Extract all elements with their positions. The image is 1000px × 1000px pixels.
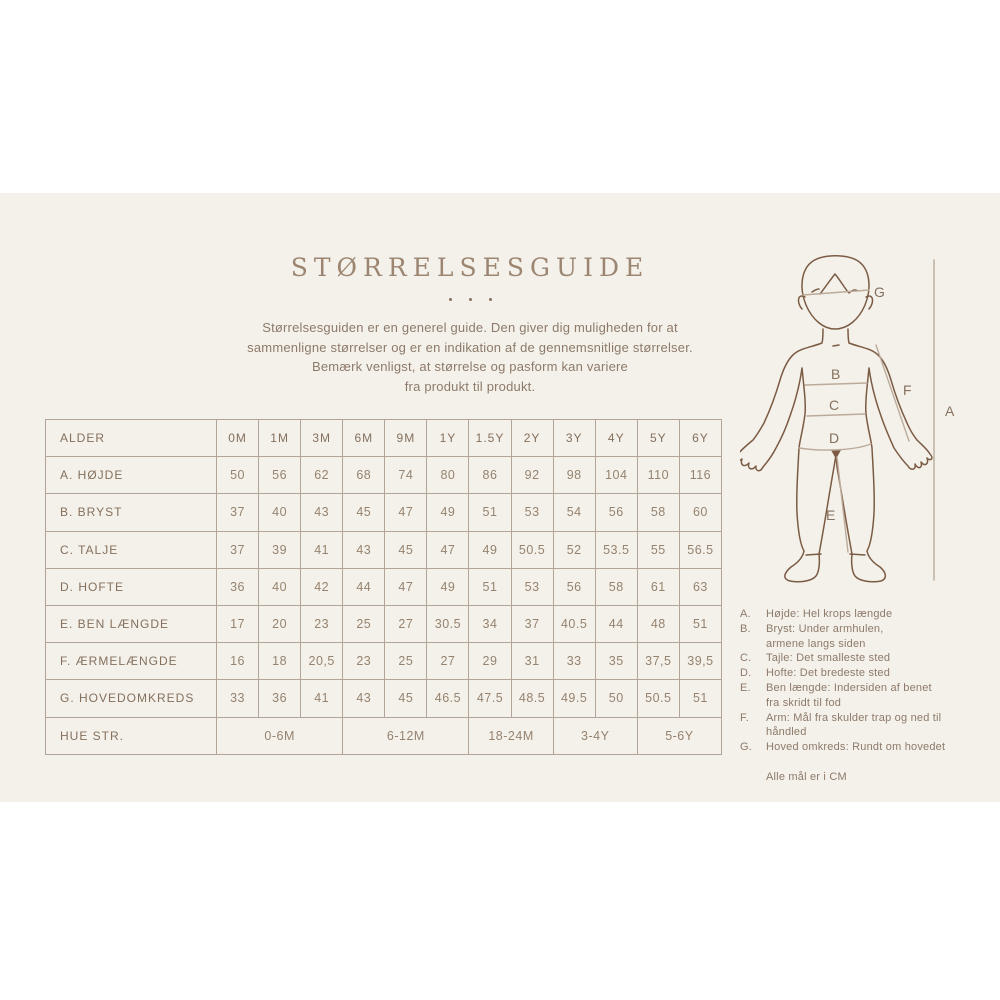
table-cell: 47 — [427, 531, 469, 568]
table-cell: 43 — [343, 531, 385, 568]
table-cell: 30.5 — [427, 605, 469, 642]
table-cell: 92 — [511, 457, 553, 494]
table-cell: 29 — [469, 643, 511, 680]
table-cell: 104 — [595, 457, 637, 494]
column-header: 6Y — [679, 420, 721, 457]
hat-size-span: 0-6M — [217, 717, 343, 754]
table-cell: 51 — [679, 605, 721, 642]
legend-item — [740, 681, 972, 711]
table-cell: 27 — [385, 605, 427, 642]
column-header: 5Y — [637, 420, 679, 457]
table-cell: 51 — [469, 494, 511, 531]
heading-block — [130, 253, 810, 396]
legend-note: Alle mål er i CM — [766, 770, 847, 783]
table-cell: 47 — [385, 568, 427, 605]
legend-letter: A. — [740, 608, 751, 620]
table-cell: 23 — [301, 605, 343, 642]
table-cell: 36 — [259, 680, 301, 717]
table-cell: 50.5 — [511, 531, 553, 568]
page-title: STØRRELSESGUIDE — [290, 253, 650, 282]
table-cell: 39 — [259, 531, 301, 568]
dot-icon — [449, 298, 452, 301]
table-cell: 41 — [301, 531, 343, 568]
table-cell: 40 — [259, 494, 301, 531]
table-cell: 20 — [259, 605, 301, 642]
row-label: D. HOFTE — [46, 568, 217, 605]
table-cell: 33 — [553, 643, 595, 680]
table-row — [46, 680, 722, 717]
hat-size-span: 18-24M — [469, 717, 553, 754]
table-cell: 53 — [511, 568, 553, 605]
table-cell: 37 — [217, 531, 259, 568]
table-cell: 45 — [343, 494, 385, 531]
table-cell: 51 — [469, 568, 511, 605]
table-header-row — [46, 420, 722, 457]
intro-line: sammenligne størrelser og er en indikation af de gennemsnitlige størrelser. — [247, 339, 693, 355]
table-cell: 53.5 — [595, 531, 637, 568]
table-cell: 31 — [511, 643, 553, 680]
table-row — [46, 494, 722, 531]
table-cell: 56 — [259, 457, 301, 494]
table-row — [46, 457, 722, 494]
table-cell: 18 — [259, 643, 301, 680]
table-row — [46, 531, 722, 568]
legend-letter: D. — [740, 667, 752, 680]
column-header: 6M — [343, 420, 385, 457]
table-cell: 86 — [469, 457, 511, 494]
column-header: 9M — [385, 420, 427, 457]
legend-letter: B. — [740, 622, 751, 635]
table-cell: 41 — [301, 680, 343, 717]
table-cell: 53 — [511, 494, 553, 531]
table-row — [46, 643, 722, 680]
table-cell: 49.5 — [553, 680, 595, 717]
column-header: 1M — [259, 420, 301, 457]
legend-description: Hoved omkreds: Rundt om hovedet — [766, 741, 946, 754]
table-cell: 110 — [637, 457, 679, 494]
table-cell: 52 — [553, 531, 595, 568]
table-cell: 25 — [385, 643, 427, 680]
row-label: C. TALJE — [46, 531, 217, 568]
table-cell: 44 — [595, 605, 637, 642]
table-cell: 48.5 — [511, 680, 553, 717]
table-cell: 50 — [595, 680, 637, 717]
figure-label-g: G — [874, 284, 885, 300]
table-cell: 49 — [427, 494, 469, 531]
legend-item — [740, 607, 972, 622]
table-cell: 45 — [385, 680, 427, 717]
row-label: A. HØJDE — [46, 457, 217, 494]
column-header: 4Y — [595, 420, 637, 457]
table-cell: 35 — [595, 643, 637, 680]
table-cell: 40 — [259, 568, 301, 605]
table-cell: 45 — [385, 531, 427, 568]
hat-size-span: 6-12M — [343, 717, 469, 754]
table-cell: 37,5 — [637, 643, 679, 680]
table-cell: 49 — [469, 531, 511, 568]
row-label: G. HOVEDOMKREDS — [46, 680, 217, 717]
hat-size-span: 5-6Y — [637, 717, 721, 754]
legend-item — [740, 711, 972, 741]
table-cell: 68 — [343, 457, 385, 494]
column-header: 1.5Y — [469, 420, 511, 457]
table-cell: 58 — [595, 568, 637, 605]
size-guide-panel — [0, 193, 1000, 802]
table-cell: 54 — [553, 494, 595, 531]
table-cell: 33 — [217, 680, 259, 717]
figure-label-d: D — [829, 430, 840, 446]
table-cell: 36 — [217, 568, 259, 605]
legend-item — [740, 740, 972, 755]
legend-letter: G. — [740, 741, 753, 754]
column-header: 0M — [217, 420, 259, 457]
dot-icon — [489, 298, 492, 301]
row-label: F. ÆRMELÆNGDE — [46, 643, 217, 680]
table-cell: 17 — [217, 605, 259, 642]
table-cell: 39,5 — [679, 643, 721, 680]
table-cell: 43 — [343, 680, 385, 717]
legend-description: Hofte: Det bredeste sted — [766, 667, 891, 680]
legend-description: Tajle: Det smalleste sted — [766, 652, 891, 665]
child-measurement-figure — [740, 241, 965, 603]
row-label: E. BEN LÆNGDE — [46, 605, 217, 642]
table-cell: 116 — [679, 457, 721, 494]
table-cell: 48 — [637, 605, 679, 642]
table-cell: 51 — [679, 680, 721, 717]
figure-collar-mark — [833, 345, 839, 346]
table-cell: 37 — [217, 494, 259, 531]
column-header: 3Y — [553, 420, 595, 457]
legend-description: Arm: Mål fra skulder trap og ned til håndled — [766, 711, 942, 739]
table-cell: 37 — [511, 605, 553, 642]
table-cell: 80 — [427, 457, 469, 494]
row-label: B. BRYST — [46, 494, 217, 531]
figure-crotch-mark — [831, 450, 841, 459]
figure-label-c: C — [829, 397, 840, 413]
intro-line: Størrelsesguiden er en generel guide. Den giver dig muligheden for at — [262, 320, 678, 335]
table-cell: 44 — [343, 568, 385, 605]
divider-dots — [130, 298, 810, 301]
legend-letter: E. — [740, 681, 751, 694]
legend-item — [740, 622, 972, 652]
table-cell: 16 — [217, 643, 259, 680]
figure-ears — [798, 296, 872, 309]
measure-line-waist-c — [807, 414, 865, 416]
table-row — [46, 568, 722, 605]
figure-label-b: B — [831, 366, 841, 382]
hat-size-span: 3-4Y — [553, 717, 637, 754]
table-cell: 20,5 — [301, 643, 343, 680]
legend-letter: C. — [740, 652, 752, 665]
legend-item — [740, 666, 972, 681]
table-cell: 55 — [637, 531, 679, 568]
table-cell: 27 — [427, 643, 469, 680]
table-cell: 56 — [595, 494, 637, 531]
table-cell: 40.5 — [553, 605, 595, 642]
table-cell: 56 — [553, 568, 595, 605]
table-cell: 74 — [385, 457, 427, 494]
legend-description: Ben længde: Indersiden af benet fra skridt til fod — [766, 681, 932, 709]
table-cell: 47 — [385, 494, 427, 531]
legend-description: Bryst: Under armhulen, armene langs siden — [766, 622, 884, 650]
figure-label-e: E — [826, 507, 836, 523]
legend-letter: F. — [740, 711, 749, 724]
table-cell: 60 — [679, 494, 721, 531]
intro-text — [130, 318, 810, 396]
column-header: 1Y — [427, 420, 469, 457]
table-cell: 58 — [637, 494, 679, 531]
table-cell: 98 — [553, 457, 595, 494]
table-row — [46, 605, 722, 642]
table-cell: 49 — [427, 568, 469, 605]
measure-line-leg-e — [837, 457, 848, 552]
intro-line: Bemærk venligst, at størrelse og pasform kan variere — [311, 359, 628, 374]
table-cell: 61 — [637, 568, 679, 605]
measurement-legend — [740, 607, 972, 785]
column-header-age: ALDER — [46, 420, 217, 457]
column-header: 3M — [301, 420, 343, 457]
table-cell: 56.5 — [679, 531, 721, 568]
legend-item — [740, 651, 972, 666]
figure-label-a: A — [945, 403, 955, 419]
table-cell: 34 — [469, 605, 511, 642]
table-cell: 62 — [301, 457, 343, 494]
hat-size-row — [46, 717, 722, 754]
row-label-hat-size: HUE STR. — [46, 717, 217, 754]
column-header: 2Y — [511, 420, 553, 457]
table-cell: 47.5 — [469, 680, 511, 717]
measure-line-chest-b — [805, 383, 867, 385]
table-cell: 43 — [301, 494, 343, 531]
table-cell: 42 — [301, 568, 343, 605]
table-cell: 23 — [343, 643, 385, 680]
table-cell: 25 — [343, 605, 385, 642]
table-cell: 50.5 — [637, 680, 679, 717]
figure-label-f: F — [903, 382, 912, 398]
size-table — [45, 419, 722, 755]
table-cell: 46.5 — [427, 680, 469, 717]
dot-icon — [469, 298, 472, 301]
table-cell: 63 — [679, 568, 721, 605]
figure-ankle-marks — [806, 554, 865, 555]
intro-line: fra produkt til produkt. — [404, 378, 536, 394]
legend-description: Højde: Hel krops længde — [766, 608, 893, 620]
table-cell: 50 — [217, 457, 259, 494]
